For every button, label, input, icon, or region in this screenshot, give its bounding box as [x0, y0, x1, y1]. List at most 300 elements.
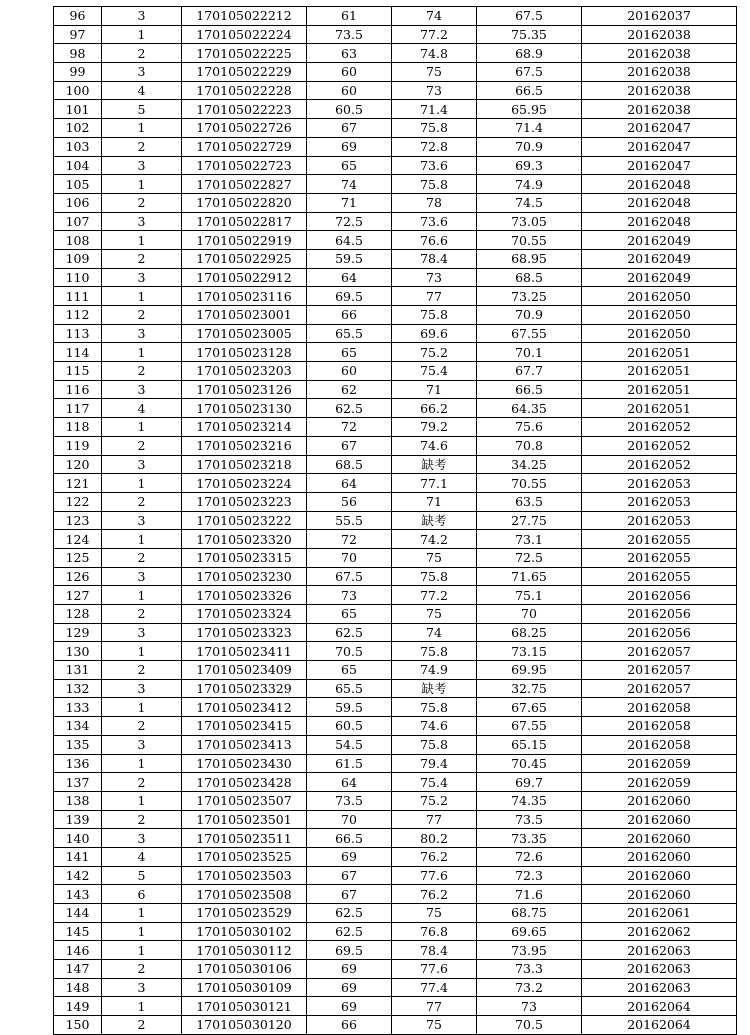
serial-number-cell: 148 — [54, 978, 102, 997]
serial-number-cell: 127 — [54, 586, 102, 605]
written-score-cell: 55.5 — [307, 511, 392, 530]
rank-cell: 2 — [102, 436, 182, 455]
rank-cell: 1 — [102, 941, 182, 960]
table-row — [54, 960, 737, 979]
table-row — [54, 100, 737, 119]
interview-score-cell: 缺考 — [392, 511, 477, 530]
position-code-cell: 20162059 — [582, 773, 737, 792]
interview-score-cell: 76.6 — [392, 231, 477, 250]
rank-cell: 5 — [102, 866, 182, 885]
total-score-cell: 74.9 — [477, 175, 582, 194]
total-score-cell: 73.1 — [477, 530, 582, 549]
interview-score-cell: 74.6 — [392, 717, 477, 736]
table-row — [54, 156, 737, 175]
total-score-cell: 74.5 — [477, 193, 582, 212]
serial-number-cell: 123 — [54, 511, 102, 530]
written-score-cell: 69 — [307, 997, 392, 1016]
position-code-cell: 20162038 — [582, 63, 737, 82]
written-score-cell: 70.5 — [307, 642, 392, 661]
interview-score-cell: 77.6 — [392, 960, 477, 979]
exam-id-cell: 170105023324 — [182, 605, 307, 624]
total-score-cell: 68.5 — [477, 268, 582, 287]
table-row — [54, 679, 737, 698]
rank-cell: 2 — [102, 717, 182, 736]
total-score-cell: 70 — [477, 605, 582, 624]
rank-cell: 1 — [102, 791, 182, 810]
position-code-cell: 20162060 — [582, 791, 737, 810]
position-code-cell: 20162062 — [582, 922, 737, 941]
interview-score-cell: 74.6 — [392, 436, 477, 455]
serial-number-cell: 131 — [54, 661, 102, 680]
interview-score-cell: 75 — [392, 605, 477, 624]
interview-score-cell: 77.2 — [392, 586, 477, 605]
table-row — [54, 81, 737, 100]
serial-number-cell: 124 — [54, 530, 102, 549]
interview-score-cell: 78 — [392, 193, 477, 212]
interview-score-cell: 73 — [392, 268, 477, 287]
written-score-cell: 60.5 — [307, 100, 392, 119]
interview-score-cell: 75.2 — [392, 791, 477, 810]
written-score-cell: 65.5 — [307, 679, 392, 698]
table-row — [54, 567, 737, 586]
serial-number-cell: 134 — [54, 717, 102, 736]
interview-score-cell: 75 — [392, 904, 477, 923]
serial-number-cell: 138 — [54, 791, 102, 810]
total-score-cell: 68.9 — [477, 44, 582, 63]
serial-number-cell: 118 — [54, 418, 102, 437]
rank-cell: 1 — [102, 997, 182, 1016]
position-code-cell: 20162055 — [582, 567, 737, 586]
exam-id-cell: 170105023326 — [182, 586, 307, 605]
total-score-cell: 72.3 — [477, 866, 582, 885]
exam-id-cell: 170105022229 — [182, 63, 307, 82]
interview-score-cell: 77.4 — [392, 978, 477, 997]
written-score-cell: 65 — [307, 661, 392, 680]
rank-cell: 2 — [102, 137, 182, 156]
exam-id-cell: 170105023203 — [182, 362, 307, 381]
serial-number-cell: 130 — [54, 642, 102, 661]
written-score-cell: 66 — [307, 306, 392, 325]
rank-cell: 3 — [102, 679, 182, 698]
position-code-cell: 20162057 — [582, 661, 737, 680]
position-code-cell: 20162058 — [582, 735, 737, 754]
written-score-cell: 63 — [307, 44, 392, 63]
interview-score-cell: 75.8 — [392, 567, 477, 586]
serial-number-cell: 105 — [54, 175, 102, 194]
written-score-cell: 59.5 — [307, 698, 392, 717]
serial-number-cell: 102 — [54, 119, 102, 138]
rank-cell: 3 — [102, 567, 182, 586]
table-row — [54, 904, 737, 923]
serial-number-cell: 108 — [54, 231, 102, 250]
interview-score-cell: 74 — [392, 7, 477, 26]
serial-number-cell: 139 — [54, 810, 102, 829]
total-score-cell: 67.55 — [477, 324, 582, 343]
exam-id-cell: 170105022919 — [182, 231, 307, 250]
serial-number-cell: 129 — [54, 623, 102, 642]
exam-id-cell: 170105023001 — [182, 306, 307, 325]
table-row — [54, 735, 737, 754]
interview-score-cell: 75.4 — [392, 773, 477, 792]
table-row — [54, 455, 737, 474]
written-score-cell: 73.5 — [307, 791, 392, 810]
rank-cell: 4 — [102, 847, 182, 866]
position-code-cell: 20162053 — [582, 492, 737, 511]
serial-number-cell: 137 — [54, 773, 102, 792]
written-score-cell: 66 — [307, 1016, 392, 1035]
position-code-cell: 20162059 — [582, 754, 737, 773]
written-score-cell: 70 — [307, 548, 392, 567]
written-score-cell: 74 — [307, 175, 392, 194]
rank-cell: 3 — [102, 63, 182, 82]
total-score-cell: 65.15 — [477, 735, 582, 754]
total-score-cell: 71.65 — [477, 567, 582, 586]
position-code-cell: 20162037 — [582, 7, 737, 26]
position-code-cell: 20162058 — [582, 717, 737, 736]
written-score-cell: 62.5 — [307, 922, 392, 941]
interview-score-cell: 75 — [392, 1016, 477, 1035]
written-score-cell: 64 — [307, 773, 392, 792]
table-row — [54, 717, 737, 736]
total-score-cell: 68.95 — [477, 249, 582, 268]
interview-score-cell: 71.4 — [392, 100, 477, 119]
exam-id-cell: 170105022212 — [182, 7, 307, 26]
interview-score-cell: 缺考 — [392, 455, 477, 474]
exam-id-cell: 170105023214 — [182, 418, 307, 437]
total-score-cell: 73.3 — [477, 960, 582, 979]
serial-number-cell: 119 — [54, 436, 102, 455]
written-score-cell: 67.5 — [307, 567, 392, 586]
total-score-cell: 32.75 — [477, 679, 582, 698]
serial-number-cell: 98 — [54, 44, 102, 63]
score-table-body — [54, 7, 737, 1035]
written-score-cell: 56 — [307, 492, 392, 511]
position-code-cell: 20162048 — [582, 193, 737, 212]
interview-score-cell: 79.2 — [392, 418, 477, 437]
interview-score-cell: 74 — [392, 623, 477, 642]
rank-cell: 1 — [102, 25, 182, 44]
serial-number-cell: 110 — [54, 268, 102, 287]
written-score-cell: 65 — [307, 156, 392, 175]
exam-id-cell: 170105023224 — [182, 474, 307, 493]
table-row — [54, 25, 737, 44]
table-row — [54, 137, 737, 156]
serial-number-cell: 122 — [54, 492, 102, 511]
total-score-cell: 75.1 — [477, 586, 582, 605]
rank-cell: 2 — [102, 661, 182, 680]
rank-cell: 2 — [102, 1016, 182, 1035]
interview-score-cell: 74.9 — [392, 661, 477, 680]
table-row — [54, 922, 737, 941]
written-score-cell: 69.5 — [307, 287, 392, 306]
position-code-cell: 20162063 — [582, 960, 737, 979]
rank-cell: 1 — [102, 418, 182, 437]
total-score-cell: 73.15 — [477, 642, 582, 661]
serial-number-cell: 143 — [54, 885, 102, 904]
rank-cell: 3 — [102, 156, 182, 175]
serial-number-cell: 106 — [54, 193, 102, 212]
exam-id-cell: 170105023430 — [182, 754, 307, 773]
position-code-cell: 20162038 — [582, 44, 737, 63]
position-code-cell: 20162049 — [582, 268, 737, 287]
written-score-cell: 54.5 — [307, 735, 392, 754]
rank-cell: 1 — [102, 530, 182, 549]
rank-cell: 2 — [102, 810, 182, 829]
interview-score-cell: 66.2 — [392, 399, 477, 418]
table-row — [54, 1016, 737, 1035]
table-row — [54, 530, 737, 549]
written-score-cell: 69.5 — [307, 941, 392, 960]
position-code-cell: 20162056 — [582, 586, 737, 605]
exam-id-cell: 170105023323 — [182, 623, 307, 642]
rank-cell: 3 — [102, 212, 182, 231]
interview-score-cell: 75.8 — [392, 306, 477, 325]
table-row — [54, 380, 737, 399]
exam-id-cell: 170105022925 — [182, 249, 307, 268]
exam-id-cell: 170105022224 — [182, 25, 307, 44]
total-score-cell: 67.7 — [477, 362, 582, 381]
position-code-cell: 20162050 — [582, 287, 737, 306]
table-row — [54, 63, 737, 82]
rank-cell: 3 — [102, 735, 182, 754]
written-score-cell: 60 — [307, 81, 392, 100]
rank-cell: 5 — [102, 100, 182, 119]
position-code-cell: 20162060 — [582, 847, 737, 866]
exam-id-cell: 170105022729 — [182, 137, 307, 156]
serial-number-cell: 146 — [54, 941, 102, 960]
position-code-cell: 20162049 — [582, 231, 737, 250]
position-code-cell: 20162051 — [582, 380, 737, 399]
position-code-cell: 20162051 — [582, 399, 737, 418]
total-score-cell: 73.95 — [477, 941, 582, 960]
table-row — [54, 586, 737, 605]
rank-cell: 1 — [102, 175, 182, 194]
written-score-cell: 59.5 — [307, 249, 392, 268]
position-code-cell: 20162038 — [582, 25, 737, 44]
serial-number-cell: 100 — [54, 81, 102, 100]
position-code-cell: 20162038 — [582, 100, 737, 119]
position-code-cell: 20162052 — [582, 418, 737, 437]
position-code-cell: 20162055 — [582, 548, 737, 567]
position-code-cell: 20162060 — [582, 866, 737, 885]
serial-number-cell: 132 — [54, 679, 102, 698]
table-row — [54, 249, 737, 268]
total-score-cell: 69.65 — [477, 922, 582, 941]
exam-id-cell: 170105023529 — [182, 904, 307, 923]
rank-cell: 1 — [102, 904, 182, 923]
total-score-cell: 67.5 — [477, 7, 582, 26]
position-code-cell: 20162047 — [582, 156, 737, 175]
serial-number-cell: 112 — [54, 306, 102, 325]
written-score-cell: 62.5 — [307, 399, 392, 418]
serial-number-cell: 136 — [54, 754, 102, 773]
position-code-cell: 20162051 — [582, 343, 737, 362]
serial-number-cell: 149 — [54, 997, 102, 1016]
written-score-cell: 65 — [307, 605, 392, 624]
rank-cell: 1 — [102, 754, 182, 773]
interview-score-cell: 77.2 — [392, 25, 477, 44]
exam-id-cell: 170105023503 — [182, 866, 307, 885]
table-row — [54, 287, 737, 306]
table-row — [54, 399, 737, 418]
exam-id-cell: 170105023126 — [182, 380, 307, 399]
rank-cell: 1 — [102, 287, 182, 306]
rank-cell: 4 — [102, 399, 182, 418]
table-row — [54, 306, 737, 325]
position-code-cell: 20162053 — [582, 511, 737, 530]
rank-cell: 1 — [102, 231, 182, 250]
exam-id-cell: 170105023525 — [182, 847, 307, 866]
table-row — [54, 343, 737, 362]
table-row — [54, 941, 737, 960]
total-score-cell: 73.05 — [477, 212, 582, 231]
written-score-cell: 61 — [307, 7, 392, 26]
table-row — [54, 661, 737, 680]
written-score-cell: 65 — [307, 343, 392, 362]
rank-cell: 3 — [102, 829, 182, 848]
total-score-cell: 75.35 — [477, 25, 582, 44]
total-score-cell: 73 — [477, 997, 582, 1016]
serial-number-cell: 96 — [54, 7, 102, 26]
interview-score-cell: 75.8 — [392, 735, 477, 754]
written-score-cell: 62.5 — [307, 623, 392, 642]
interview-score-cell: 71 — [392, 492, 477, 511]
position-code-cell: 20162064 — [582, 1016, 737, 1035]
rank-cell: 3 — [102, 511, 182, 530]
table-row — [54, 7, 737, 26]
total-score-cell: 27.75 — [477, 511, 582, 530]
position-code-cell: 20162051 — [582, 362, 737, 381]
interview-score-cell: 69.6 — [392, 324, 477, 343]
interview-score-cell: 73.6 — [392, 156, 477, 175]
table-row — [54, 231, 737, 250]
position-code-cell: 20162052 — [582, 455, 737, 474]
table-row — [54, 193, 737, 212]
table-row — [54, 511, 737, 530]
serial-number-cell: 109 — [54, 249, 102, 268]
total-score-cell: 74.35 — [477, 791, 582, 810]
serial-number-cell: 111 — [54, 287, 102, 306]
table-row — [54, 324, 737, 343]
table-row — [54, 212, 737, 231]
rank-cell: 4 — [102, 81, 182, 100]
total-score-cell: 66.5 — [477, 81, 582, 100]
position-code-cell: 20162047 — [582, 119, 737, 138]
rank-cell: 2 — [102, 193, 182, 212]
total-score-cell: 64.35 — [477, 399, 582, 418]
exam-id-cell: 170105022723 — [182, 156, 307, 175]
rank-cell: 3 — [102, 324, 182, 343]
total-score-cell: 67.5 — [477, 63, 582, 82]
rank-cell: 1 — [102, 922, 182, 941]
serial-number-cell: 140 — [54, 829, 102, 848]
serial-number-cell: 117 — [54, 399, 102, 418]
exam-id-cell: 170105023409 — [182, 661, 307, 680]
exam-id-cell: 170105023218 — [182, 455, 307, 474]
interview-score-cell: 76.2 — [392, 847, 477, 866]
interview-score-cell: 77 — [392, 997, 477, 1016]
rank-cell: 2 — [102, 773, 182, 792]
total-score-cell: 67.65 — [477, 698, 582, 717]
written-score-cell: 71 — [307, 193, 392, 212]
exam-id-cell: 170105023230 — [182, 567, 307, 586]
total-score-cell: 63.5 — [477, 492, 582, 511]
written-score-cell: 72.5 — [307, 212, 392, 231]
table-row — [54, 44, 737, 63]
interview-score-cell: 72.8 — [392, 137, 477, 156]
rank-cell: 3 — [102, 380, 182, 399]
table-row — [54, 605, 737, 624]
interview-score-cell: 76.8 — [392, 922, 477, 941]
total-score-cell: 72.5 — [477, 548, 582, 567]
position-code-cell: 20162063 — [582, 978, 737, 997]
rank-cell: 1 — [102, 474, 182, 493]
written-score-cell: 66.5 — [307, 829, 392, 848]
serial-number-cell: 145 — [54, 922, 102, 941]
rank-cell: 3 — [102, 268, 182, 287]
rank-cell: 2 — [102, 249, 182, 268]
table-row — [54, 175, 737, 194]
serial-number-cell: 113 — [54, 324, 102, 343]
interview-score-cell: 75.8 — [392, 642, 477, 661]
position-code-cell: 20162063 — [582, 941, 737, 960]
written-score-cell: 61.5 — [307, 754, 392, 773]
written-score-cell: 60.5 — [307, 717, 392, 736]
rank-cell: 3 — [102, 455, 182, 474]
position-code-cell: 20162055 — [582, 530, 737, 549]
position-code-cell: 20162049 — [582, 249, 737, 268]
exam-id-cell: 170105022820 — [182, 193, 307, 212]
rank-cell: 3 — [102, 978, 182, 997]
serial-number-cell: 114 — [54, 343, 102, 362]
total-score-cell: 68.75 — [477, 904, 582, 923]
table-row — [54, 492, 737, 511]
rank-cell: 2 — [102, 605, 182, 624]
rank-cell: 6 — [102, 885, 182, 904]
interview-score-cell: 75.4 — [392, 362, 477, 381]
serial-number-cell: 147 — [54, 960, 102, 979]
table-row — [54, 754, 737, 773]
exam-id-cell: 170105022726 — [182, 119, 307, 138]
total-score-cell: 65.95 — [477, 100, 582, 119]
total-score-cell: 73.2 — [477, 978, 582, 997]
table-row — [54, 810, 737, 829]
exam-id-cell: 170105023128 — [182, 343, 307, 362]
written-score-cell: 72 — [307, 530, 392, 549]
written-score-cell: 67 — [307, 119, 392, 138]
written-score-cell: 67 — [307, 866, 392, 885]
serial-number-cell: 99 — [54, 63, 102, 82]
total-score-cell: 75.6 — [477, 418, 582, 437]
written-score-cell: 64 — [307, 474, 392, 493]
interview-score-cell: 79.4 — [392, 754, 477, 773]
exam-id-cell: 170105022817 — [182, 212, 307, 231]
serial-number-cell: 101 — [54, 100, 102, 119]
exam-id-cell: 170105023329 — [182, 679, 307, 698]
rank-cell: 2 — [102, 306, 182, 325]
exam-id-cell: 170105023428 — [182, 773, 307, 792]
interview-score-cell: 75.8 — [392, 175, 477, 194]
score-table — [53, 6, 737, 1035]
rank-cell: 2 — [102, 362, 182, 381]
position-code-cell: 20162048 — [582, 212, 737, 231]
exam-id-cell: 170105023508 — [182, 885, 307, 904]
written-score-cell: 60 — [307, 63, 392, 82]
written-score-cell: 62 — [307, 380, 392, 399]
serial-number-cell: 141 — [54, 847, 102, 866]
position-code-cell: 20162056 — [582, 605, 737, 624]
table-row — [54, 773, 737, 792]
